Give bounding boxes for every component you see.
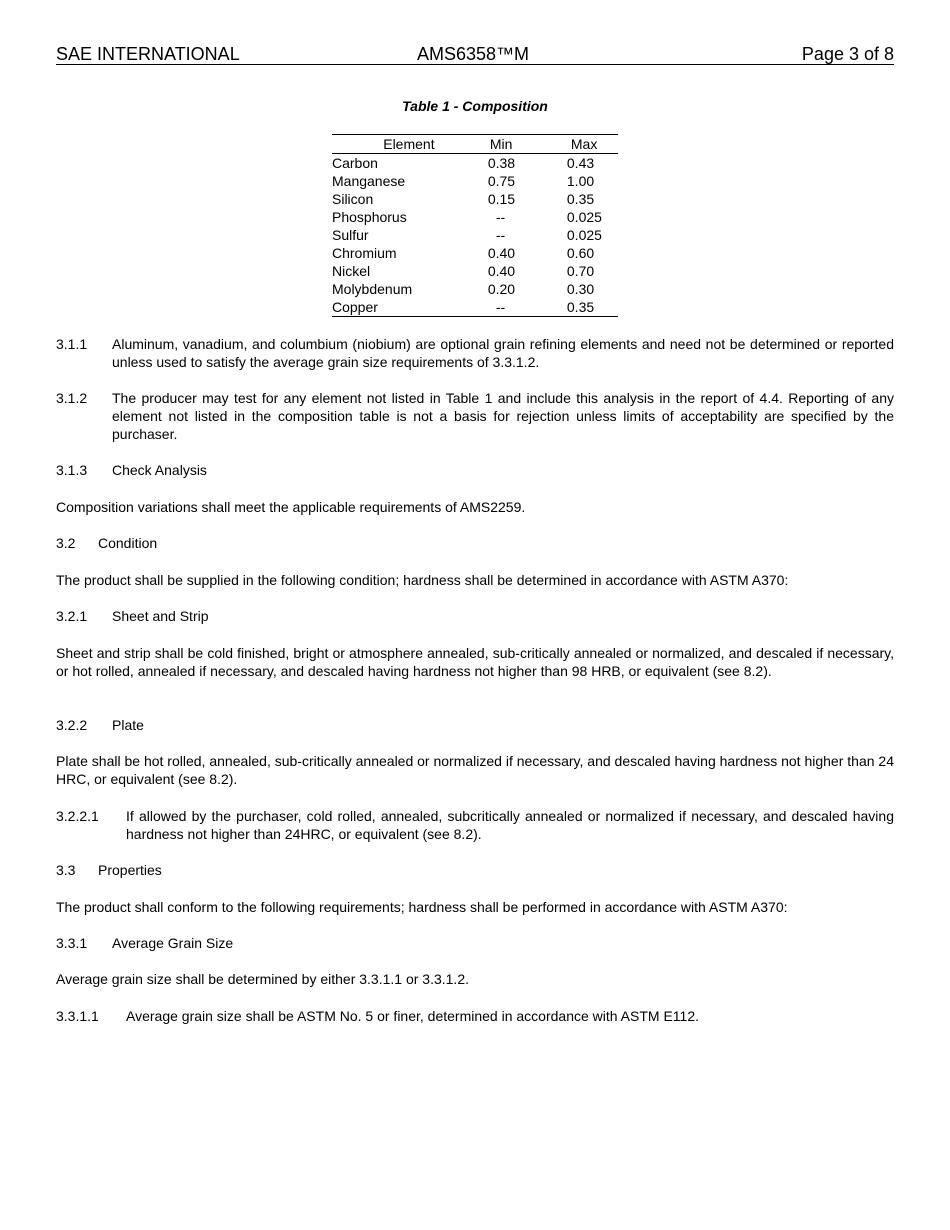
section-number-3-1-3: 3.1.3 <box>56 462 88 478</box>
min-cell: 0.38 <box>487 155 516 171</box>
max-cell: 0.35 <box>566 191 595 207</box>
max-cell: 0.70 <box>566 263 595 279</box>
table-header-row <box>332 135 618 154</box>
max-cell: 0.35 <box>566 299 595 315</box>
section-text-3-2-2-1: If allowed by the purchaser, cold rolled, annealed, subcritically annealed or normalized if necessary, and descaled having hardness not higher than 24HRC, or equivalent (see 8.2). <box>126 808 894 842</box>
min-cell: 0.75 <box>487 173 516 189</box>
section-text-3-3-1-1: Average grain size shall be ASTM No. 5 or finer, determined in accordance with ASTM E112. <box>126 1008 699 1024</box>
section-number-3-1-2: 3.1.2 <box>56 390 88 406</box>
min-cell: 0.15 <box>487 191 516 207</box>
section-number-3-2-1: 3.2.1 <box>56 608 88 624</box>
paragraph-3-2-2: Plate shall be hot rolled, annealed, sub-critically annealed or normalized if necessary, and descaled having hardness not higher than 24 HRC, or equivalent (see 8.2). <box>56 753 894 787</box>
section-number-3-2: 3.2 <box>56 535 76 551</box>
table-row <box>332 190 618 208</box>
element-cell: Carbon <box>332 155 378 171</box>
header-doc-id: AMS6358™M <box>417 44 530 64</box>
min-cell: 0.20 <box>487 281 516 297</box>
section-number-3-2-2-1: 3.2.2.1 <box>56 808 99 824</box>
element-cell: Silicon <box>332 191 374 207</box>
header-org: SAE INTERNATIONAL <box>56 44 240 64</box>
max-cell: 0.025 <box>566 227 602 243</box>
table-title: Table 1 - Composition <box>402 98 548 114</box>
section-heading-plate: Plate <box>112 717 144 733</box>
section-number-3-1-1: 3.1.1 <box>56 336 88 352</box>
section-heading-condition: Condition <box>98 535 158 551</box>
element-cell: Nickel <box>332 263 371 279</box>
table-row <box>332 172 618 190</box>
paragraph-3-2: The product shall be supplied in the following condition; hardness shall be determined in accordance with ASTM A370: <box>56 572 789 588</box>
table-row <box>332 154 618 173</box>
table-row <box>332 226 618 244</box>
max-cell: 0.60 <box>566 245 595 261</box>
section-text-3-1-2: The producer may test for any element not listed in Table 1 and include this analysis in the report of 4.4. Reporting of any element not listed in the composition table is not a basis for rejection unless limits of acceptability are specified by the purchaser. <box>112 390 894 442</box>
column-header-min: Min <box>489 136 513 152</box>
min-cell: -- <box>495 209 506 225</box>
element-cell: Sulfur <box>332 227 369 243</box>
max-cell: 0.30 <box>566 281 595 297</box>
section-number-3-2-2: 3.2.2 <box>56 717 88 733</box>
composition-table <box>332 134 618 317</box>
table-row <box>332 262 618 280</box>
min-cell: 0.40 <box>487 263 516 279</box>
column-header-max: Max <box>570 136 598 152</box>
element-cell: Molybdenum <box>332 281 413 297</box>
max-cell: 0.43 <box>566 155 595 171</box>
element-cell: Chromium <box>332 245 397 261</box>
section-heading-grain-size: Average Grain Size <box>112 935 234 951</box>
table-row <box>332 244 618 262</box>
section-heading-sheet-strip: Sheet and Strip <box>112 608 209 624</box>
section-heading-check-analysis: Check Analysis <box>112 462 207 478</box>
column-header-element: Element <box>383 136 435 152</box>
section-number-3-3-1: 3.3.1 <box>56 935 88 951</box>
header-page-number: Page 3 of 8 <box>801 44 894 64</box>
max-cell: 1.00 <box>566 173 595 189</box>
section-heading-properties: Properties <box>98 862 162 878</box>
min-cell: -- <box>495 299 506 315</box>
table-row <box>332 280 618 298</box>
max-cell: 0.025 <box>566 209 602 225</box>
paragraph-3-3: The product shall conform to the following requirements; hardness shall be performed in accordance with ASTM A370: <box>56 899 788 915</box>
section-number-3-3-1-1: 3.3.1.1 <box>56 1008 99 1024</box>
page-header <box>56 44 894 65</box>
element-cell: Copper <box>332 299 378 315</box>
section-number-3-3: 3.3 <box>56 862 76 878</box>
min-cell: -- <box>495 227 506 243</box>
element-cell: Phosphorus <box>332 209 407 225</box>
paragraph-3-3-1: Average grain size shall be determined by either 3.3.1.1 or 3.3.1.2. <box>56 971 469 987</box>
element-cell: Manganese <box>332 173 406 189</box>
table-row <box>332 298 618 317</box>
min-cell: 0.40 <box>487 245 516 261</box>
table-row <box>332 208 618 226</box>
paragraph-3-1-3: Composition variations shall meet the applicable requirements of AMS2259. <box>56 499 526 515</box>
paragraph-3-2-1: Sheet and strip shall be cold finished, bright or atmosphere annealed, sub-critically annealed or normalized, and descaled if necessary, or hot rolled, annealed if necessary, and descaled having hardness not higher than 98 HRB, or equivalent (see 8.2). <box>56 645 894 679</box>
section-text-3-1-1: Aluminum, vanadium, and columbium (niobium) are optional grain refining elements and need not be determined or reported unless used to satisfy the average grain size requirements of 3.3.1.2. <box>112 336 894 370</box>
